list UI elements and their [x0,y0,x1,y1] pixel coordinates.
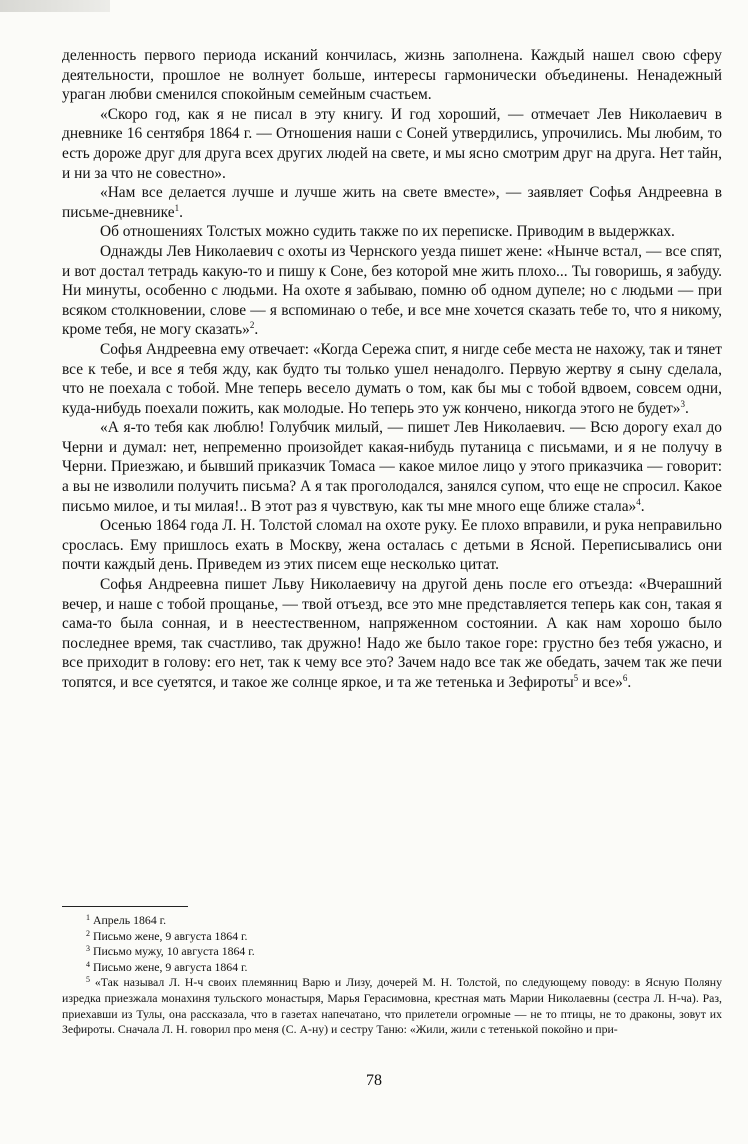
footnote-number: 2 [86,928,90,938]
footnote: $^2$ Письмо жене, 9 августа 1864 г. [86,928,248,943]
paragraph: Софья Андреевна ему отвечает: «Когда Сережа спит, я нигде себе места не нахожу, так и тянет все к тебе, и все я тебя жду, как будто ты только ушел ненадолго. Первую жертву я сыну сделала, что не поехала с тобой. Мне теперь весело думать о том, как бы мы с тобой вдвоем, совсем одни, куда-нибудь поехали пожить, как молодые. Но теперь это уж кончено, никогда этого не будет»$^3$. [62,340,722,417]
paragraph: Об отношениях Толстых можно судить также по их переписке. Приводим в выдержках. [100,223,675,241]
paragraph: Софья Андреевна пишет Льву Николаевичу на другой день после его отъезда: «Вчерашний вечер, и наше с тобой прощанье, — твой отъезд, все это мне представляется теперь как сон, такая я сама-то была сонная, и в неестественном, напряженном состоянии. А как нам хорошо было последнее время, так счастливо, так дружно! Надо же было такое горе: грустно без тебя ужасно, и все приходит в голову: его нет, так к чему все это? Зачем надо все так же обедать, зачем так же печи топятся, и все суетятся, и такое же солнце яркое, и та же тетенька и Зефироты$^5$ и все»$^6$. [62,576,722,691]
paragraph: «Нам все делается лучше и лучше жить на свете вместе», — заявляет Софья Андреевна в письме-дневнике$^1$. [62,184,722,221]
paragraph: деленность первого периода исканий кончилась, жизнь заполнена. Каждый нашел свою сферу деятельности, прошлое не волнует больше, интересы гармонически объединены. Ненадежный ураган любви сменился спокойным семейным счастьем. [62,47,722,104]
footnotes [62,913,722,1038]
footnote-ref[interactable]: 4 [636,496,641,507]
footnote: $^3$ Письмо мужу, 10 августа 1864 г. [86,944,255,959]
page-number: 78 [366,1072,382,1089]
footnote-number: 5 [86,975,90,985]
footnote-number: 3 [86,944,90,954]
paragraph: «Скоро год, как я не писал в эту книгу. И год хороший, — отмечает Лев Николаевич в дневнике 16 сентября 1864 г. — Отношения наши с Соней утвердились, упрочились. Мы любим, то есть дороже друг для друга всех других людей на свете, и мы ясно смотрим друг на друга. Нет тайн, и ни за что не совестно». [62,105,722,182]
footnote-ref[interactable]: 3 [680,398,685,409]
paragraph: Осенью 1864 года Л. Н. Толстой сломал на охоте руку. Ее плохо вправили, и рука неправильно срослась. Ему пришлось ехать в Москву, жена осталась с детьми в Ясной. Переписывались они почти каждый день. Приведем из этих писем еще несколько цитат. [62,517,722,574]
paragraph: Однажды Лев Николаевич с охоты из Чернского уезда пишет жене: «Нынче встал, — все спят, и вот достал тетрадь какую-то и пишу к Соне, без которой мне жить плохо... Ты говоришь, я забуду. Ни минуты, особенно с людьми. На охоте я забываю, помню об одном дупеле; но с людьми — при всяком столкновении, слове — я вспоминаю о тебе, и все мне хочется сказать тебе то, что я никому, кроме тебя, не могу сказать»$^2$. [62,242,722,339]
footnote-ref[interactable]: 6 [622,673,628,683]
footnote-ref[interactable]: 2 [249,320,255,331]
footnote-ref[interactable]: 1 [174,202,180,213]
footnote: $^4$ Письмо жене, 9 августа 1864 г. [86,959,248,974]
footnote: $^5$ «Так называл Л. Н-ч своих племянниц Варю и Лизу, дочерей М. Н. Толстой, по следующему поводу: в Ясную Поляну изредка приезжала монахиня тульского монастыря, Марья Герасимовна, крестная мать Марии Николаевны (сестра Л. Н-ча). Раз, приехавши из Тулы, она рассказала, что в газетах напечатано, что прилетели огромные — не то птицы, не то драконы, зовут их Зефироты. Сначала Л. Н. говорил про меня (С. А-ну) и сестру Таню: «Жили, жили с тетенькой покойно и при- [62,975,722,1037]
footnote-number: 1 [86,913,90,922]
scan-edge-artifact [0,0,110,12]
footnote: $^1$ Апрель 1864 г. [86,913,167,927]
footnote-ref[interactable]: 5 [573,673,579,683]
footnote-number: 4 [86,959,90,969]
main-text [62,46,722,693]
paragraph: «А я-то тебя как люблю! Голубчик милый, — пишет Лев Николаевич. — Всю дорогу ехал до Черни и думал: нет, непременно произойдет какая-нибудь путаница с письмами, и я не получу в Черни. Приезжаю, и бывший приказчик Томаса — какое милое лицо у этого приказчика — говорит: а вы не изволили получить письма? А я так проголодался, занялся супом, что еще не спросил. Какое письмо милое, и ты милая!.. В этот раз я чувствую, как ты мне много еще ближе стала»$^4$. [62,419,722,515]
footnote-divider [62,906,188,907]
